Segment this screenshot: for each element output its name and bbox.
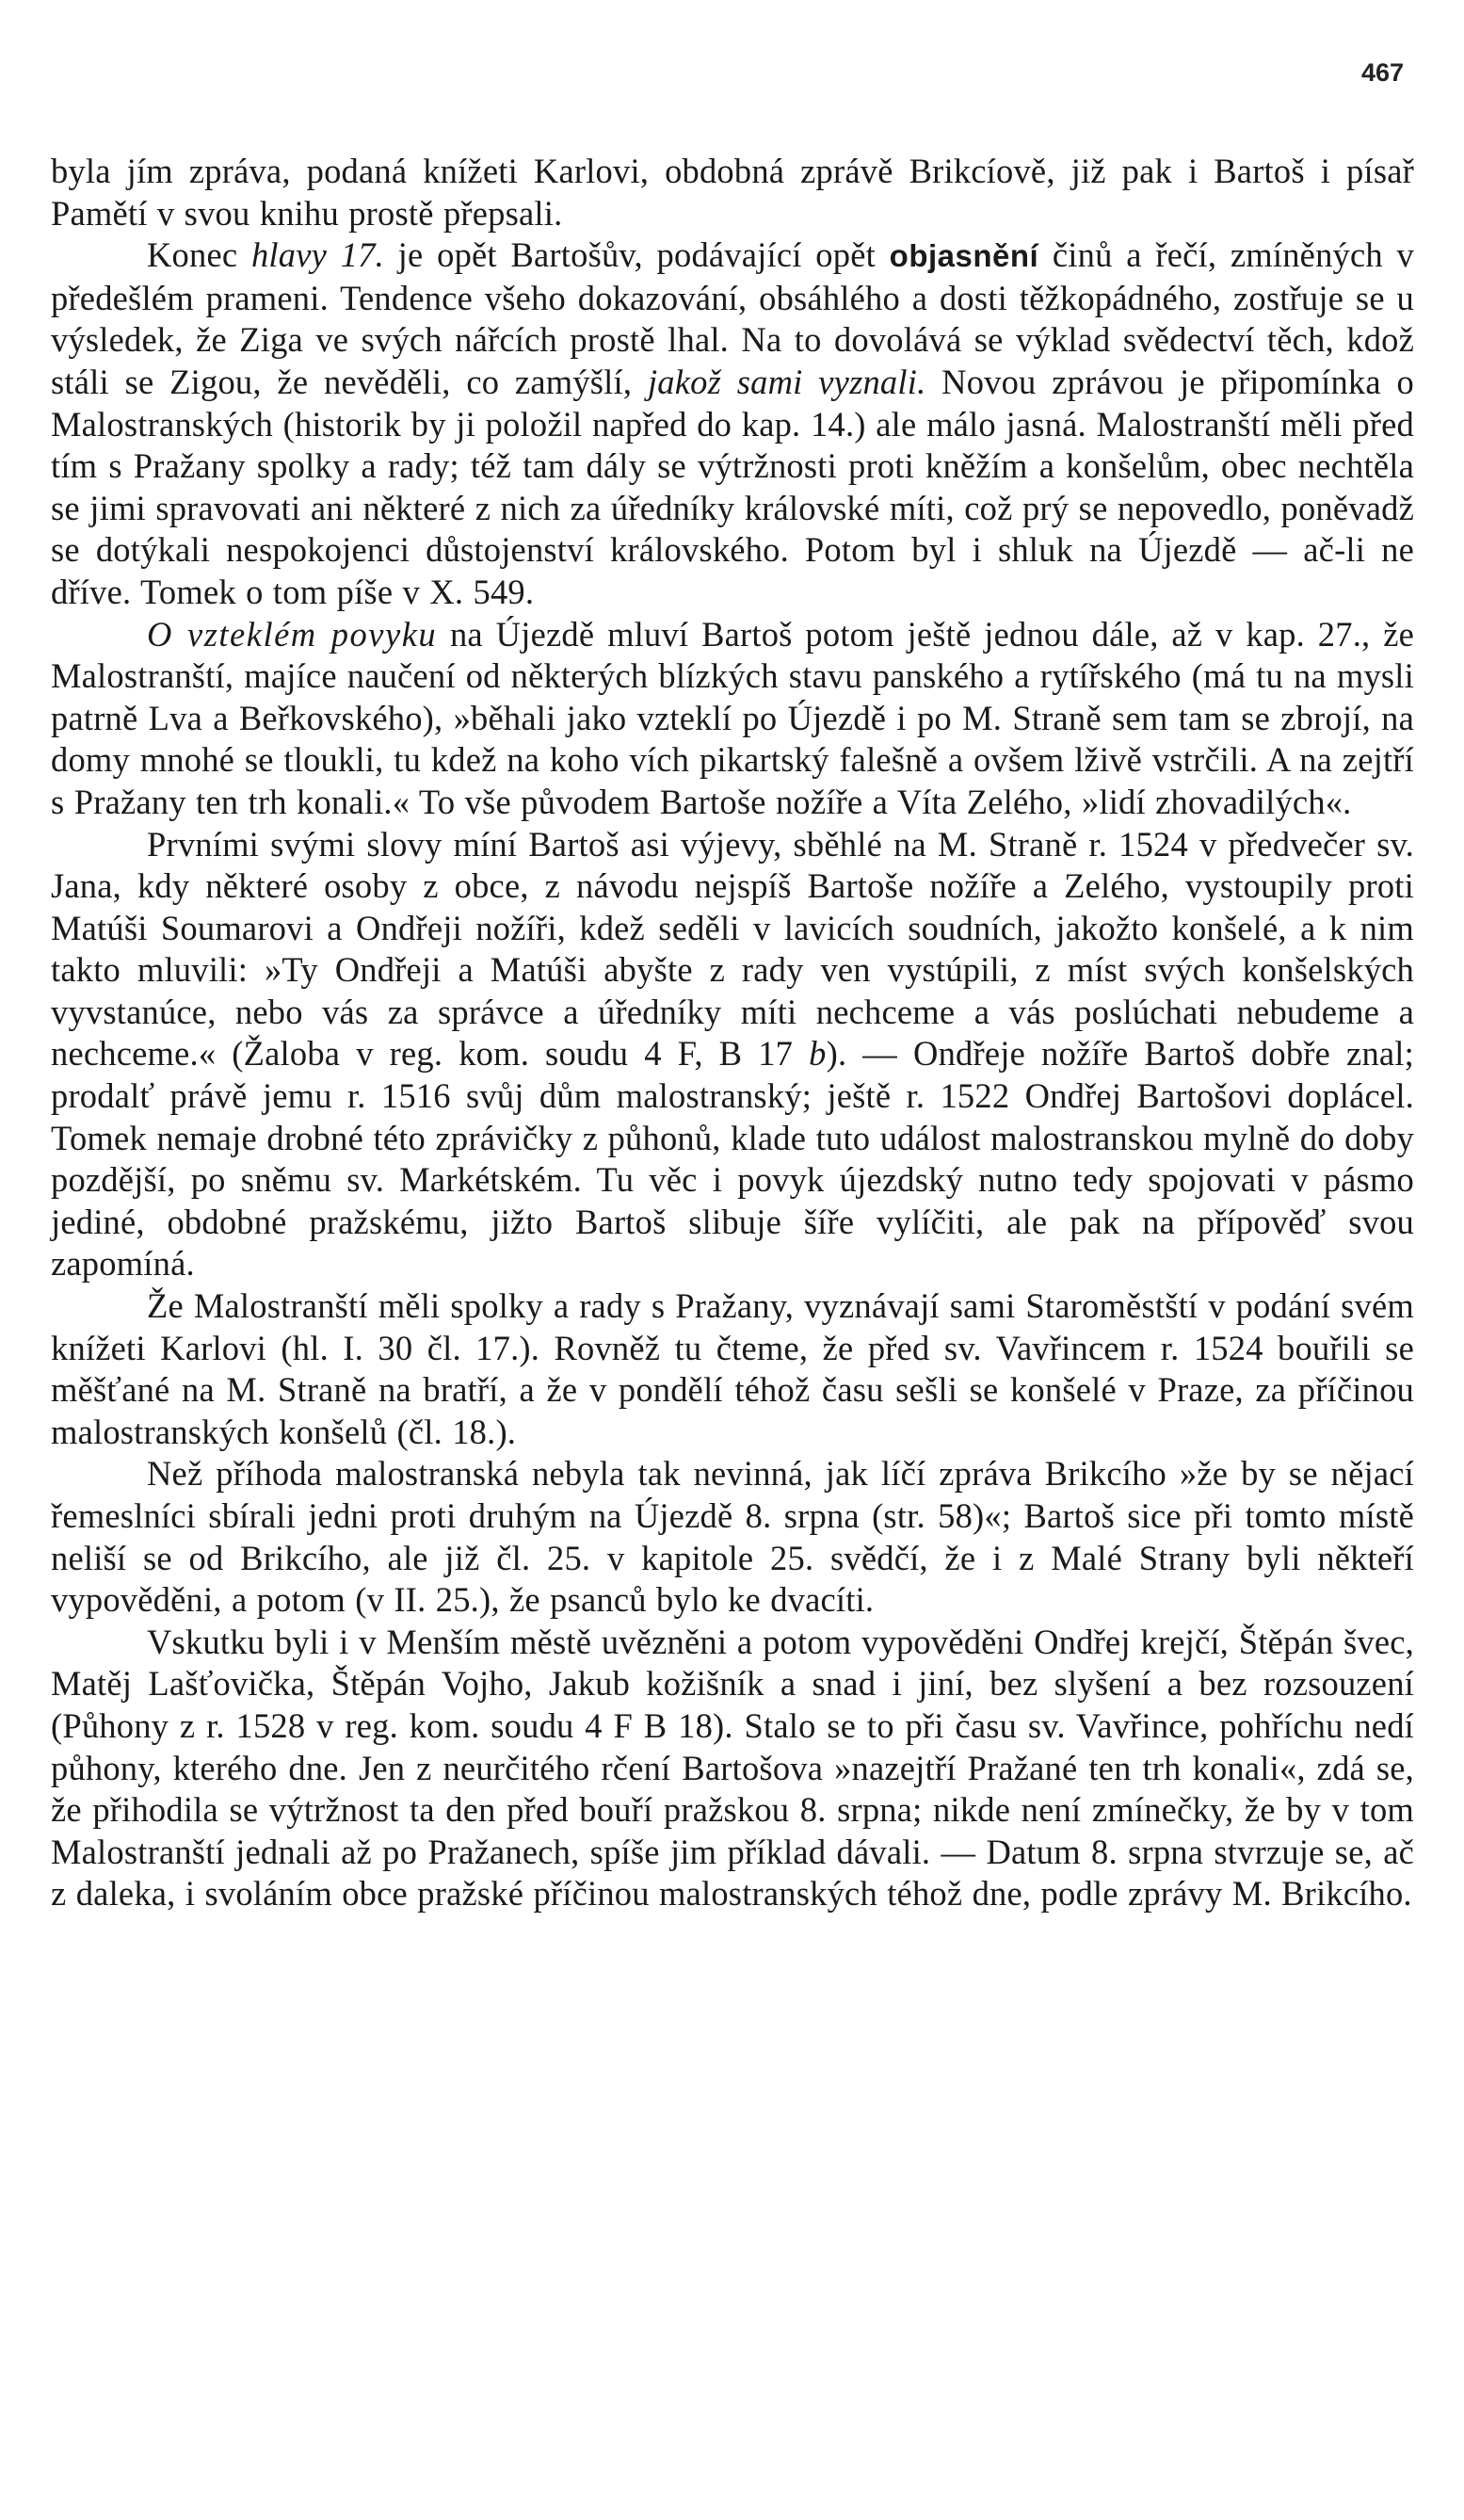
- paragraph-4: [51, 824, 1414, 1286]
- text-segment: činů a řečí, zmíněných v předešlém prameni. Tendence všeho dokazování, obsáhlého a dosti těžkopádného, zostřuje se u výsledek, že Ziga ve svých nářcích prostě lhal. Na to dovolává se výklad svědectví těch, kdož stáli se Zigou, že nevěděli, co zamýšlí,: [51, 235, 1414, 401]
- bold-term: objasnění: [889, 238, 1039, 274]
- text-segment: je opět Bartošův, podávající opět: [383, 235, 890, 275]
- italic-quote: jakož sami vyznali.: [647, 362, 926, 401]
- main-text: [51, 151, 1414, 1915]
- paragraph-1: [51, 151, 1414, 234]
- italic-heading-phrase: O vzteklém povyku: [147, 614, 438, 654]
- text-segment: Vskutku byli i v Menším městě uvězněni a potom vypověděni Ondřej krejčí, Štěpán švec, Matěj Lašťovička, Štěpán Vojho, Jakub kožišník a snad i jiní, bez slyšení a bez rozsouzení (Půhony z r. 1528 v reg. kom. soudu 4 F B 18). Stalo se to při času sv. Vavřince, pohříchu nedí půhony, kterého dne. Jen z neurčitého rčení Bartošova »nazejtří Pražané ten trh konali«, zdá se, že přihodila se výtržnost ta den před bouří pražskou 8. srpna; nikde není zmínečky, že by v tom Malostranští jednali až po Pražanech, spíše jim příklad dávali. — Datum 8. srpna stvrzuje se, ač z daleka, i svoláním obce pražské příčinou malostranských téhož dne, podle zprávy M. Brikcího.: [51, 1622, 1414, 1914]
- text-segment: Novou zprávou je připomínka o Malostranských (historik by ji položil napřed do kap. 14.) ale málo jasná. Malostranští měli před tím s Pražany spolky a rady; též tam dály se výtržnosti proti kněžím a konšelům, obec nechtěla se jimi spravovati ani některé z nich za úředníky královské míti, což prý se nepovedlo, poněvadž se dotýkali nespokojenci důstojenství královského. Potom byl i shluk na Újezdě — ač-li ne dříve. Tomek o tom píše v X. 549.: [51, 362, 1414, 611]
- text-segment: Než příhoda malostranská nebyla tak nevinná, jak líčí zpráva Brikcího »že by se nějací řemeslníci sbírali jedni proti druhým na Újezdě 8. srpna (str. 58)«; Bartoš sice při tomto místě neliší se od Brikcího, ale již čl. 25. v kapitole 25. svědčí, že i z Malé Strany byli někteří vypověděni, a potom (v II. 25.), že psanců bylo ke dvacíti.: [51, 1454, 1414, 1620]
- paragraph-7: [51, 1622, 1414, 1915]
- text-segment: Prvními svými slovy míní Bartoš asi výjevy, sběhlé na M. Straně r. 1524 v předvečer sv. Jana, kdy některé osoby z obce, z návodu nejspíš Bartoše nožíře a Zelého, vystoupily proti Matúši Soumarovi a Ondřeji nožíři, kdež seděli v lavicích soudních, jakožto konšelé, a k nim takto mluvili: »Ty Ondřeji a Matúši abyšte z rady ven vystúpili, z míst svých konšelských vyvstanúce, nebo vás za správce a úředníky míti nechceme a vás poslúchati nebudeme a nechceme.« (Žaloba v reg. kom. soudu 4 F, B 17: [51, 824, 1414, 1074]
- italic-reference: hlavy 17.: [250, 235, 384, 275]
- italic-reference: b: [809, 1034, 827, 1074]
- paragraph-2: [51, 234, 1414, 613]
- paragraph-5: [51, 1285, 1414, 1453]
- text-segment: Konec: [147, 235, 251, 275]
- text-segment: Že Malostranští měli spolky a rady s Pražany, vyznávají sami Staroměstští v podání svém knížeti Karlovi (hl. I. 30 čl. 17.). Rovněž tu čteme, že před sv. Vavřincem r. 1524 bouřili se měšťané na M. Straně na bratří, a že v pondělí téhož času sešli se konšelé v Praze, za příčinou malostranských konšelů (čl. 18.).: [51, 1286, 1414, 1451]
- paragraph-6: [51, 1453, 1414, 1621]
- text-segment: na Újezdě mluví Bartoš potom ještě jednou dále, až v kap. 27., že Malostranští, majíce naučení od některých blízkých stavu panského a rytířského (má tu na mysli patrně Lva a Beřkovského), »běhali jako vzteklí po Újezdě i po M. Straně sem tam se zbrojí, na domy mnohé se tloukli, tu kdež na koho vích pikartský falešně a ovšem lživě vstrčili. A na zejtří s Pražany ten trh konali.« To vše původem Bartoše nožíře a Víta Zelého, »lidí zhovadilých«.: [51, 614, 1414, 821]
- paragraph-3: [51, 614, 1414, 824]
- text-segment: byla jím zpráva, podaná knížeti Karlovi, obdobná zprávě Brikcíově, již pak i Bartoš i písař Pamětí v svou knihu prostě přepsali.: [51, 152, 1414, 233]
- page-number: 467: [1360, 58, 1404, 87]
- text-segment: ). — Ondřeje nožíře Bartoš dobře znal; prodalť právě jemu r. 1516 svůj dům malostranský; ještě r. 1522 Ondřej Bartošovi doplácel. Tomek nemaje drobné této zprávičky z půhonů, klade tuto událost malostranskou mylně do doby pozdější, po sněmu sv. Markétském. Tu věc i povyk újezdský nutno tedy spojovati v pásmo jediné, obdobné pražskému, jižto Bartoš slibuje šíře vylíčiti, ale pak na přípověď svou zapomíná.: [51, 1034, 1414, 1284]
